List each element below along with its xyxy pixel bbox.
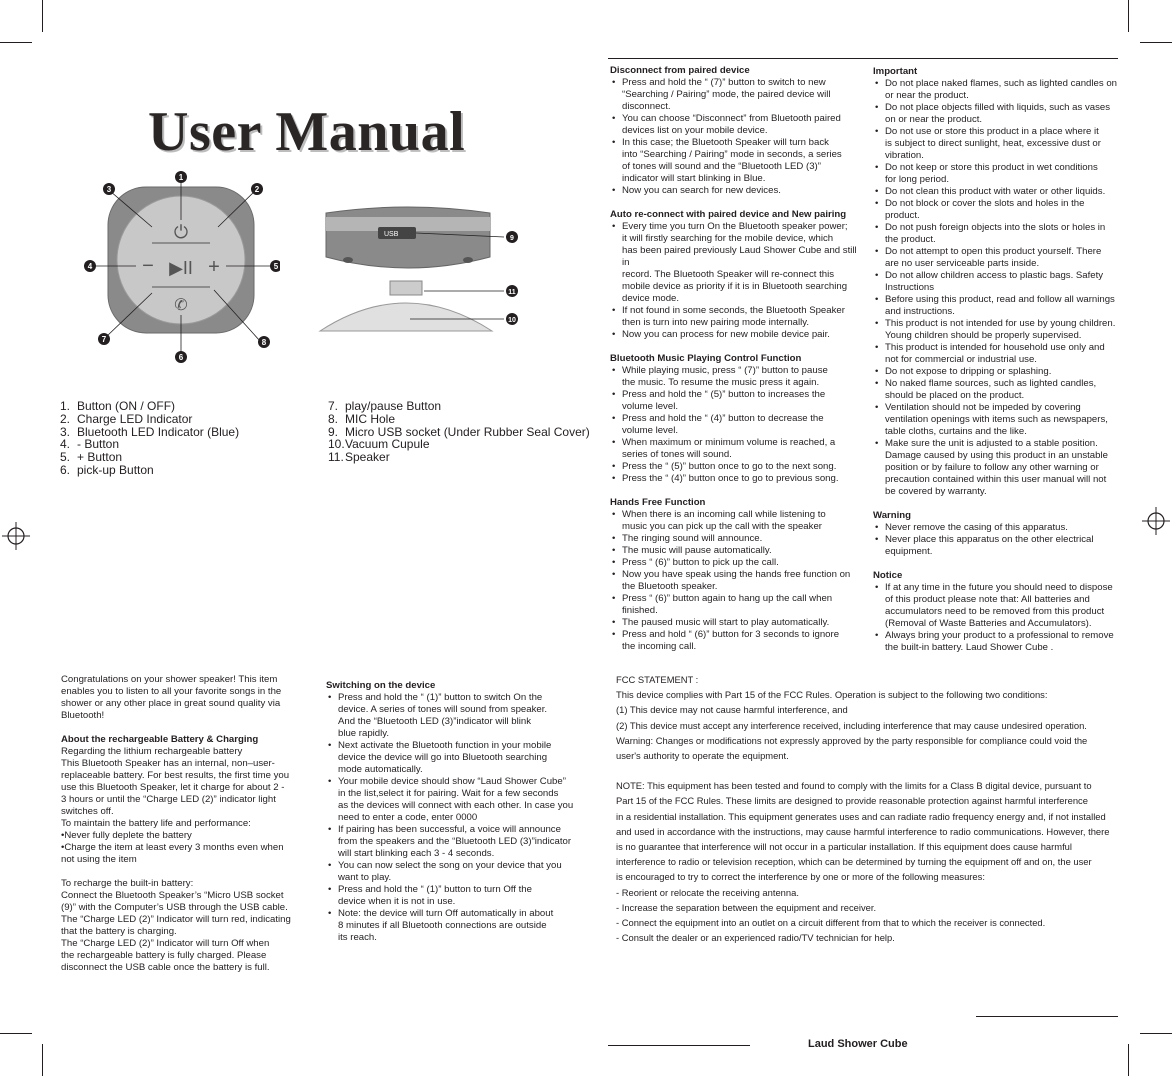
speaker-side-diagram: [318, 205, 528, 335]
callout-11: 11: [508, 289, 516, 296]
text-line: “Searching / Pairing” mode, the paired device will: [622, 89, 831, 100]
list-item: [610, 185, 860, 197]
rule-line: [608, 58, 1118, 59]
intro-column: [61, 674, 311, 974]
list-item: [873, 318, 1138, 342]
text-line: should be placed on the product.: [885, 390, 1025, 401]
svg-text:✆: ✆: [174, 297, 188, 314]
list-item: [610, 137, 860, 185]
text-line: • You can choose “Disconnect” from Bluetooth paired: [622, 113, 841, 124]
text-line: • If pairing has been successful, a voice will announce: [338, 824, 561, 835]
text-line: Congratulations on your shower speaker! This item: [61, 674, 278, 685]
text-line: • Press the “ (4)” button once to go to previous song.: [622, 473, 839, 484]
text-line: into “Searching / Pairing” mode in seconds, a series: [622, 149, 842, 160]
text-line: or near the product.: [885, 90, 969, 101]
list-item: [873, 534, 1138, 558]
list-item: [873, 270, 1138, 294]
switching-column: [326, 680, 586, 944]
section-heading: Notice: [873, 570, 903, 581]
text-line: • When maximum or minimum volume is reached, a: [622, 437, 836, 448]
list-item: [873, 222, 1138, 246]
text-line: that the battery is charging.: [61, 926, 177, 937]
text-line: • Your mobile device should show “Laud Shower Cube”: [338, 776, 566, 787]
fcc-line: in a residential installation. This equipment generates uses and can radiate radio frequency energy and, if not installed: [616, 810, 1106, 822]
fcc-line: - Reorient or relocate the receiving antenna.: [616, 886, 799, 898]
list-item: [610, 473, 860, 485]
callout-2: 2: [254, 185, 260, 194]
fcc-line: This device complies with Part 15 of the FCC Rules. Operation is subject to the following two conditions:: [616, 689, 1048, 701]
fcc-line: FCC STATEMENT :: [616, 674, 699, 685]
fcc-line: is encouraged to try to correct the interference by one or more of the following measures:: [616, 871, 985, 883]
text-line: And the “Bluetooth LED (3)”indicator will blink: [338, 716, 532, 727]
svg-text:−: −: [142, 255, 154, 277]
text-line: 3 hours or until the “Charge LED (2)” indicator light: [61, 794, 276, 805]
text-line: not for commercial or industrial use.: [885, 354, 1037, 365]
svg-text:+: +: [208, 256, 220, 278]
text-line: devices list on your mobile device.: [622, 125, 768, 136]
bullet-list: [873, 78, 1138, 498]
list-item: [873, 294, 1138, 318]
svg-text:⏻: ⏻: [173, 222, 189, 242]
text-line: • Press and hold the “ (1)” button to switch On the: [338, 692, 543, 703]
list-item: [326, 740, 586, 776]
crop-mark: [1140, 1033, 1172, 1034]
part-label: play/pause Button: [345, 399, 442, 413]
battery-section: [61, 734, 311, 866]
text-line: finished.: [622, 605, 658, 616]
section: [610, 353, 860, 485]
text-line: product.: [885, 210, 920, 221]
text-line: be covered by warranty.: [885, 486, 987, 497]
text-line: • Do not allow children access to plastic bags. Safety: [885, 270, 1104, 281]
text-line: • Always bring your product to a professional to remove: [885, 630, 1114, 641]
text-line: not using the item: [61, 854, 137, 865]
fcc-line: (1) This device may not cause harmful interference, and: [616, 704, 848, 716]
text-line: vibration.: [885, 150, 924, 161]
text-line: switches off.: [61, 806, 114, 817]
fcc-line: - Increase the separation between the equipment and receiver.: [616, 901, 877, 913]
text-line: it will firstly searching for the mobile device, which: [622, 233, 834, 244]
text-line: shower or any other place in great sound quality via: [61, 698, 281, 709]
part-label: + Button: [77, 450, 123, 465]
text-line: position or by failure to follow any other warning or: [885, 462, 1099, 473]
text-line: • Do not clean this product with water or other liquids.: [885, 186, 1106, 197]
callout-10: 10: [508, 317, 516, 324]
text-line: • This product is not intended for use by young children.: [885, 318, 1116, 329]
text-line: of tones will sound and the “Bluetooth LED (3)”: [622, 161, 821, 172]
section-heading: Warning: [873, 510, 912, 521]
registration-mark-icon: [2, 522, 30, 550]
text-line: The “Charge LED (2)” Indicator will turn Off when: [61, 938, 270, 949]
rule-line: [608, 1045, 750, 1046]
list-item: [610, 221, 860, 305]
part-number: 4.: [60, 437, 71, 452]
section-heading: About the rechargeable Battery & Charging: [61, 734, 259, 745]
text-line: blue rapidly.: [338, 728, 390, 739]
text-line: • Press the “ (5)” button once to go to the next song.: [622, 461, 837, 472]
parts-list-left: [60, 400, 239, 477]
text-line: Young children should be properly supervised.: [885, 330, 1082, 341]
fcc-line: interference to radio or television reception, which can be determined by turning the equipment off and on, the user: [616, 856, 1092, 868]
text-line: • When there is an incoming call while listening to: [622, 509, 826, 520]
text-line: volume level.: [622, 425, 678, 436]
text-line: • Do not block or cover the slots and holes in the: [885, 198, 1085, 209]
text-line: will start blinking each 3 - 4 seconds.: [338, 848, 495, 859]
text-line: are no user serviceable parts inside.: [885, 258, 1040, 269]
part-number: 7.: [328, 399, 339, 413]
fcc-line: Part 15 of the FCC Rules. These limits are designed to provide reasonable protection against harmful interference: [616, 795, 1088, 807]
callout-7: 7: [101, 335, 107, 344]
list-item: [326, 824, 586, 860]
text-line: enables you to listen to all your favorite songs in the: [61, 686, 282, 697]
text-line: • Do not push foreign objects into the slots or holes in: [885, 222, 1106, 233]
part-label: Speaker: [345, 450, 390, 465]
list-item: [873, 246, 1138, 270]
callout-9: 9: [510, 235, 514, 242]
list-item: [873, 438, 1138, 498]
text-line: (9)” with the Computer’s USB through the USB cable.: [61, 902, 288, 913]
crop-mark: [42, 1044, 43, 1076]
text-line: • Never remove the casing of this apparatus.: [885, 522, 1068, 533]
section: [610, 65, 860, 197]
section: [610, 209, 860, 341]
text-line: of this product please note that: All batteries and: [885, 594, 1090, 605]
part-label: Bluetooth LED Indicator (Blue): [77, 424, 240, 439]
list-item: [610, 593, 860, 617]
text-line: device the device will go into Bluetooth searching: [338, 752, 548, 763]
crop-mark: [42, 0, 43, 32]
recharge-section: [61, 878, 311, 974]
text-line: the incoming call.: [622, 641, 697, 652]
parts-item: [60, 464, 239, 477]
text-line: use this Bluetooth Speaker, let it charge for about 2 -: [61, 782, 285, 793]
list-item: [873, 102, 1138, 126]
text-line: • Note: the device will turn Off automatically in about: [338, 908, 554, 919]
part-number: 10.: [328, 437, 345, 452]
callout-5: 5: [273, 262, 279, 271]
text-line: Connect the Bluetooth Speaker’s “Micro USB socket: [61, 890, 284, 901]
callout-3: 3: [106, 185, 112, 194]
text-line: the product.: [885, 234, 936, 245]
crop-mark: [1128, 0, 1129, 32]
part-number: 8.: [328, 411, 339, 426]
text-line: record. The Bluetooth Speaker will re-connect this: [622, 269, 835, 280]
text-line: Regarding the lithium rechargeable battery: [61, 746, 243, 757]
section-heading: Auto re-connect with paired device and New pairing: [610, 209, 847, 220]
parts-list-right: [328, 400, 590, 464]
section: [873, 570, 1138, 654]
text-line: • This product is intended for household use only and: [885, 342, 1105, 353]
list-item: [873, 162, 1138, 186]
text-line: the Bluetooth speaker.: [622, 581, 718, 592]
list-item: [873, 126, 1138, 162]
list-item: [873, 366, 1138, 378]
part-number: 9.: [328, 424, 339, 439]
part-label: Vacuum Cupule: [345, 437, 430, 452]
part-label: MIC Hole: [345, 411, 396, 426]
text-line: accumulators need to be removed from this product: [885, 606, 1105, 617]
text-line: series of tones will sound.: [622, 449, 732, 460]
list-item: [610, 533, 860, 545]
list-item: [326, 692, 586, 740]
text-line: • Press and hold the “ (4)” button to decrease the: [622, 413, 824, 424]
text-line: the rechargeable battery is fully charged. Please: [61, 950, 267, 961]
list-item: [326, 884, 586, 908]
text-line: • Now you can process for new mobile device pair.: [622, 329, 830, 340]
text-line: device. A series of tones will sound from speaker.: [338, 704, 548, 715]
text-line: This Bluetooth Speaker has an internal, non–user-: [61, 758, 275, 769]
text-line: • The music will pause automatically.: [622, 545, 772, 556]
text-line: • Do not place naked flames, such as lighted candles on: [885, 78, 1117, 89]
list-item: [610, 329, 860, 341]
section-heading: Important: [873, 66, 918, 77]
list-item: [873, 630, 1138, 654]
fcc-line: NOTE: This equipment has been tested and found to comply with the limits for a Class B digital device, pursuant to: [616, 780, 1092, 792]
part-number: 1.: [60, 399, 71, 413]
registration-mark-icon: [1142, 507, 1170, 535]
bullet-list: [610, 365, 860, 485]
operation-column: [610, 65, 860, 665]
list-item: [873, 582, 1138, 630]
callout-6: 6: [178, 353, 184, 362]
text-line: The “Charge LED (2)” Indicator will turn red, indicating: [61, 914, 291, 925]
text-line: • Now you have speak using the hands free function on: [622, 569, 851, 580]
text-line: in the list,select it for pairing. Wait for a few seconds: [338, 788, 559, 799]
svg-text:▶II: ▶II: [169, 258, 193, 278]
fcc-line: Warning: Changes or modifications not expressly approved by the party responsible for compliance could void the: [616, 734, 1088, 746]
bullet-list: [873, 582, 1138, 654]
fcc-line: - Connect the equipment into an outlet on a circuit different from that to which the receiver is connected.: [616, 917, 1046, 929]
fcc-line: and used in accordance with the instructions, may cause harmful interference to radio communications. However, there: [616, 825, 1110, 837]
text-line: precaution contained within this user manual will not: [885, 474, 1107, 485]
list-item: [610, 389, 860, 413]
text-line: • In this case; the Bluetooth Speaker will turn back: [622, 137, 829, 148]
fcc-line: user's authority to operate the equipment.: [616, 750, 789, 762]
part-label: Micro USB socket (Under Rubber Seal Cover): [345, 424, 590, 439]
crop-mark: [0, 1033, 32, 1034]
text-line: To recharge the built-in battery:: [61, 878, 194, 889]
section: [873, 510, 1138, 558]
list-item: [326, 776, 586, 824]
text-line: • Press “ (6)” button again to hang up the call when: [622, 593, 833, 604]
text-line: • Do not attempt to open this product yourself. There: [885, 246, 1102, 257]
text-line: To maintain the battery life and performance:: [61, 818, 251, 829]
text-line: device when it is not in use.: [338, 896, 456, 907]
callout-1: 1: [178, 173, 184, 182]
part-number: 3.: [60, 424, 71, 439]
list-item: [610, 365, 860, 389]
text-line: • Before using this product, read and follow all warnings: [885, 294, 1115, 305]
text-line: indicator will start blinking in Blue.: [622, 173, 766, 184]
text-line: • Every time you turn On the Bluetooth speaker power;: [622, 221, 848, 232]
text-line: disconnect.: [622, 101, 671, 112]
section: [610, 497, 860, 653]
text-line: • Press and hold the “ (1)” button to turn Off the: [338, 884, 532, 895]
text-line: the music. To resume the music press it again.: [622, 377, 820, 388]
fcc-line: (2) This device must accept any interference received, including interference that may cause undesired operation.: [616, 719, 1087, 731]
parts-item: [328, 451, 590, 464]
list-item: [610, 77, 860, 113]
crop-mark: [0, 42, 32, 43]
text-line: • Never place this apparatus on the other electrical: [885, 534, 1094, 545]
text-line: on or near the product.: [885, 114, 983, 125]
text-line: • The ringing sound will announce.: [622, 533, 763, 544]
section-heading: Switching on the device: [326, 680, 436, 691]
text-line: •Charge the item at least every 3 months even when: [61, 842, 284, 853]
text-line: disconnect the USB cable once the battery is full.: [61, 962, 270, 973]
part-number: 5.: [60, 450, 71, 465]
part-number: 2.: [60, 411, 71, 426]
section-heading: Hands Free Function: [610, 497, 706, 508]
text-line: • While playing music, press “ (7)” button to pause: [622, 365, 828, 376]
text-line: • Press “ (6)” button to pick up the call.: [622, 557, 779, 568]
text-line: ventilation openings with items such as newspapers,: [885, 414, 1108, 425]
fcc-statement: [616, 672, 1136, 945]
callout-8: 8: [261, 338, 267, 347]
part-label: - Button: [77, 437, 120, 452]
list-item: [610, 113, 860, 137]
text-line: mobile device as priority if it is in Bluetooth searching: [622, 281, 848, 292]
bullet-list: [610, 221, 860, 341]
text-line: • Press and hold the “ (7)” button to switch to new: [622, 77, 826, 88]
fcc-line: - Consult the dealer or an experienced radio/TV technician for help.: [616, 932, 895, 944]
text-line: is subject to direct sunlight, heat, excessive dust or: [885, 138, 1101, 149]
text-line: mode automatically.: [338, 764, 423, 775]
text-line: • Make sure the unit is adjusted to a stable position.: [885, 438, 1098, 449]
bullet-list: [326, 692, 586, 944]
text-line: equipment.: [885, 546, 933, 557]
text-line: (Removal of Waste Batteries and Accumulators).: [885, 618, 1092, 629]
list-item: [610, 437, 860, 461]
footer-brand: Laud Shower Cube: [808, 1038, 908, 1050]
text-line: need to enter a code, enter 0000: [338, 812, 478, 823]
list-item: [610, 413, 860, 437]
text-line: • Press and hold the “ (5)” button to increases the: [622, 389, 826, 400]
text-line: • Do not place objects filled with liquids, such as vases: [885, 102, 1111, 113]
list-item: [873, 186, 1138, 198]
speaker-front-diagram: [80, 165, 280, 370]
text-line: music you can pick up the call with the speaker: [622, 521, 822, 532]
text-line: • You can now select the song on your device that you: [338, 860, 562, 871]
list-item: [610, 617, 860, 629]
part-label: pick-up Button: [77, 462, 154, 477]
text-line: its reach.: [338, 932, 377, 943]
text-line: • If at any time in the future you should need to dispose: [885, 582, 1113, 593]
text-line: • If not found in some seconds, the Bluetooth Speaker: [622, 305, 845, 316]
usb-label: USB: [384, 231, 399, 238]
text-line: 8 minutes if all Bluetooth connections are outside: [338, 920, 547, 931]
text-line: volume level.: [622, 401, 678, 412]
part-label: Button (ON / OFF): [77, 399, 176, 413]
text-line: and instructions.: [885, 306, 955, 317]
section: [873, 66, 1138, 498]
text-line: as the devices will connect with each other. In case you: [338, 800, 574, 811]
list-item: [610, 509, 860, 533]
text-line: table cloths, curtains and the like.: [885, 426, 1027, 437]
rule-line: [976, 1016, 1118, 1017]
list-item: [326, 908, 586, 944]
text-line: device mode.: [622, 293, 680, 304]
callout-4: 4: [87, 262, 93, 271]
text-line: the built-in battery. Laud Shower Cube .: [885, 642, 1054, 653]
intro-paragraph: [61, 674, 311, 722]
text-line: • Now you can search for new devices.: [622, 185, 781, 196]
part-number: 6.: [60, 462, 71, 477]
text-line: want to play.: [338, 872, 392, 883]
text-line: replaceable battery. For best results, the first time you: [61, 770, 290, 781]
text-line: • No naked flame sources, such as lighted candles,: [885, 378, 1097, 389]
list-item: [610, 461, 860, 473]
list-item: [610, 629, 860, 653]
text-line: for long period.: [885, 174, 949, 185]
text-line: • Next activate the Bluetooth function in your mobile: [338, 740, 552, 751]
list-item: [873, 522, 1138, 534]
list-item: [610, 545, 860, 557]
list-item: [873, 198, 1138, 222]
text-line: • Ventilation should not be impeded by covering: [885, 402, 1081, 413]
text-line: • Do not use or store this product in a place where it: [885, 126, 1099, 137]
list-item: [873, 342, 1138, 366]
bullet-list: [610, 509, 860, 653]
text-line: • Do not expose to dripping or splashing.: [885, 366, 1052, 377]
list-item: [326, 860, 586, 884]
text-line: from the speakers and the “Bluetooth LED (3)”indicator: [338, 836, 572, 847]
bullet-list: [610, 77, 860, 197]
text-line: Bluetooth!: [61, 710, 105, 721]
crop-mark: [1128, 1044, 1129, 1076]
part-label: Charge LED Indicator: [77, 411, 193, 426]
list-item: [610, 557, 860, 569]
page-title: User Manual: [148, 101, 466, 163]
crop-mark: [1140, 42, 1172, 43]
text-line: Damage caused by using this product in an unstable: [885, 450, 1108, 461]
text-line: • The paused music will start to play automatically.: [622, 617, 830, 628]
text-line: has been paired previously Laud Shower Cube and still in: [622, 245, 857, 268]
text-line: •Never fully deplete the battery: [61, 830, 192, 841]
fcc-line: is no guarantee that interference will not occur in a particular installation. If this equipment does cause harmful: [616, 841, 1072, 853]
section-heading: Disconnect from paired device: [610, 65, 750, 76]
list-item: [873, 78, 1138, 102]
list-item: [873, 378, 1138, 402]
list-item: [873, 402, 1138, 438]
part-number: 11.: [328, 450, 344, 465]
text-line: • Do not keep or store this product in wet conditions: [885, 162, 1098, 173]
text-line: Instructions: [885, 282, 935, 293]
list-item: [610, 305, 860, 329]
text-line: then is turn into new pairing mode internally.: [622, 317, 810, 328]
section-heading: Bluetooth Music Playing Control Function: [610, 353, 802, 364]
text-line: • Press and hold “ (6)” button for 3 seconds to ignore: [622, 629, 840, 640]
safety-column: [873, 66, 1138, 666]
bullet-list: [873, 522, 1138, 558]
list-item: [610, 569, 860, 593]
